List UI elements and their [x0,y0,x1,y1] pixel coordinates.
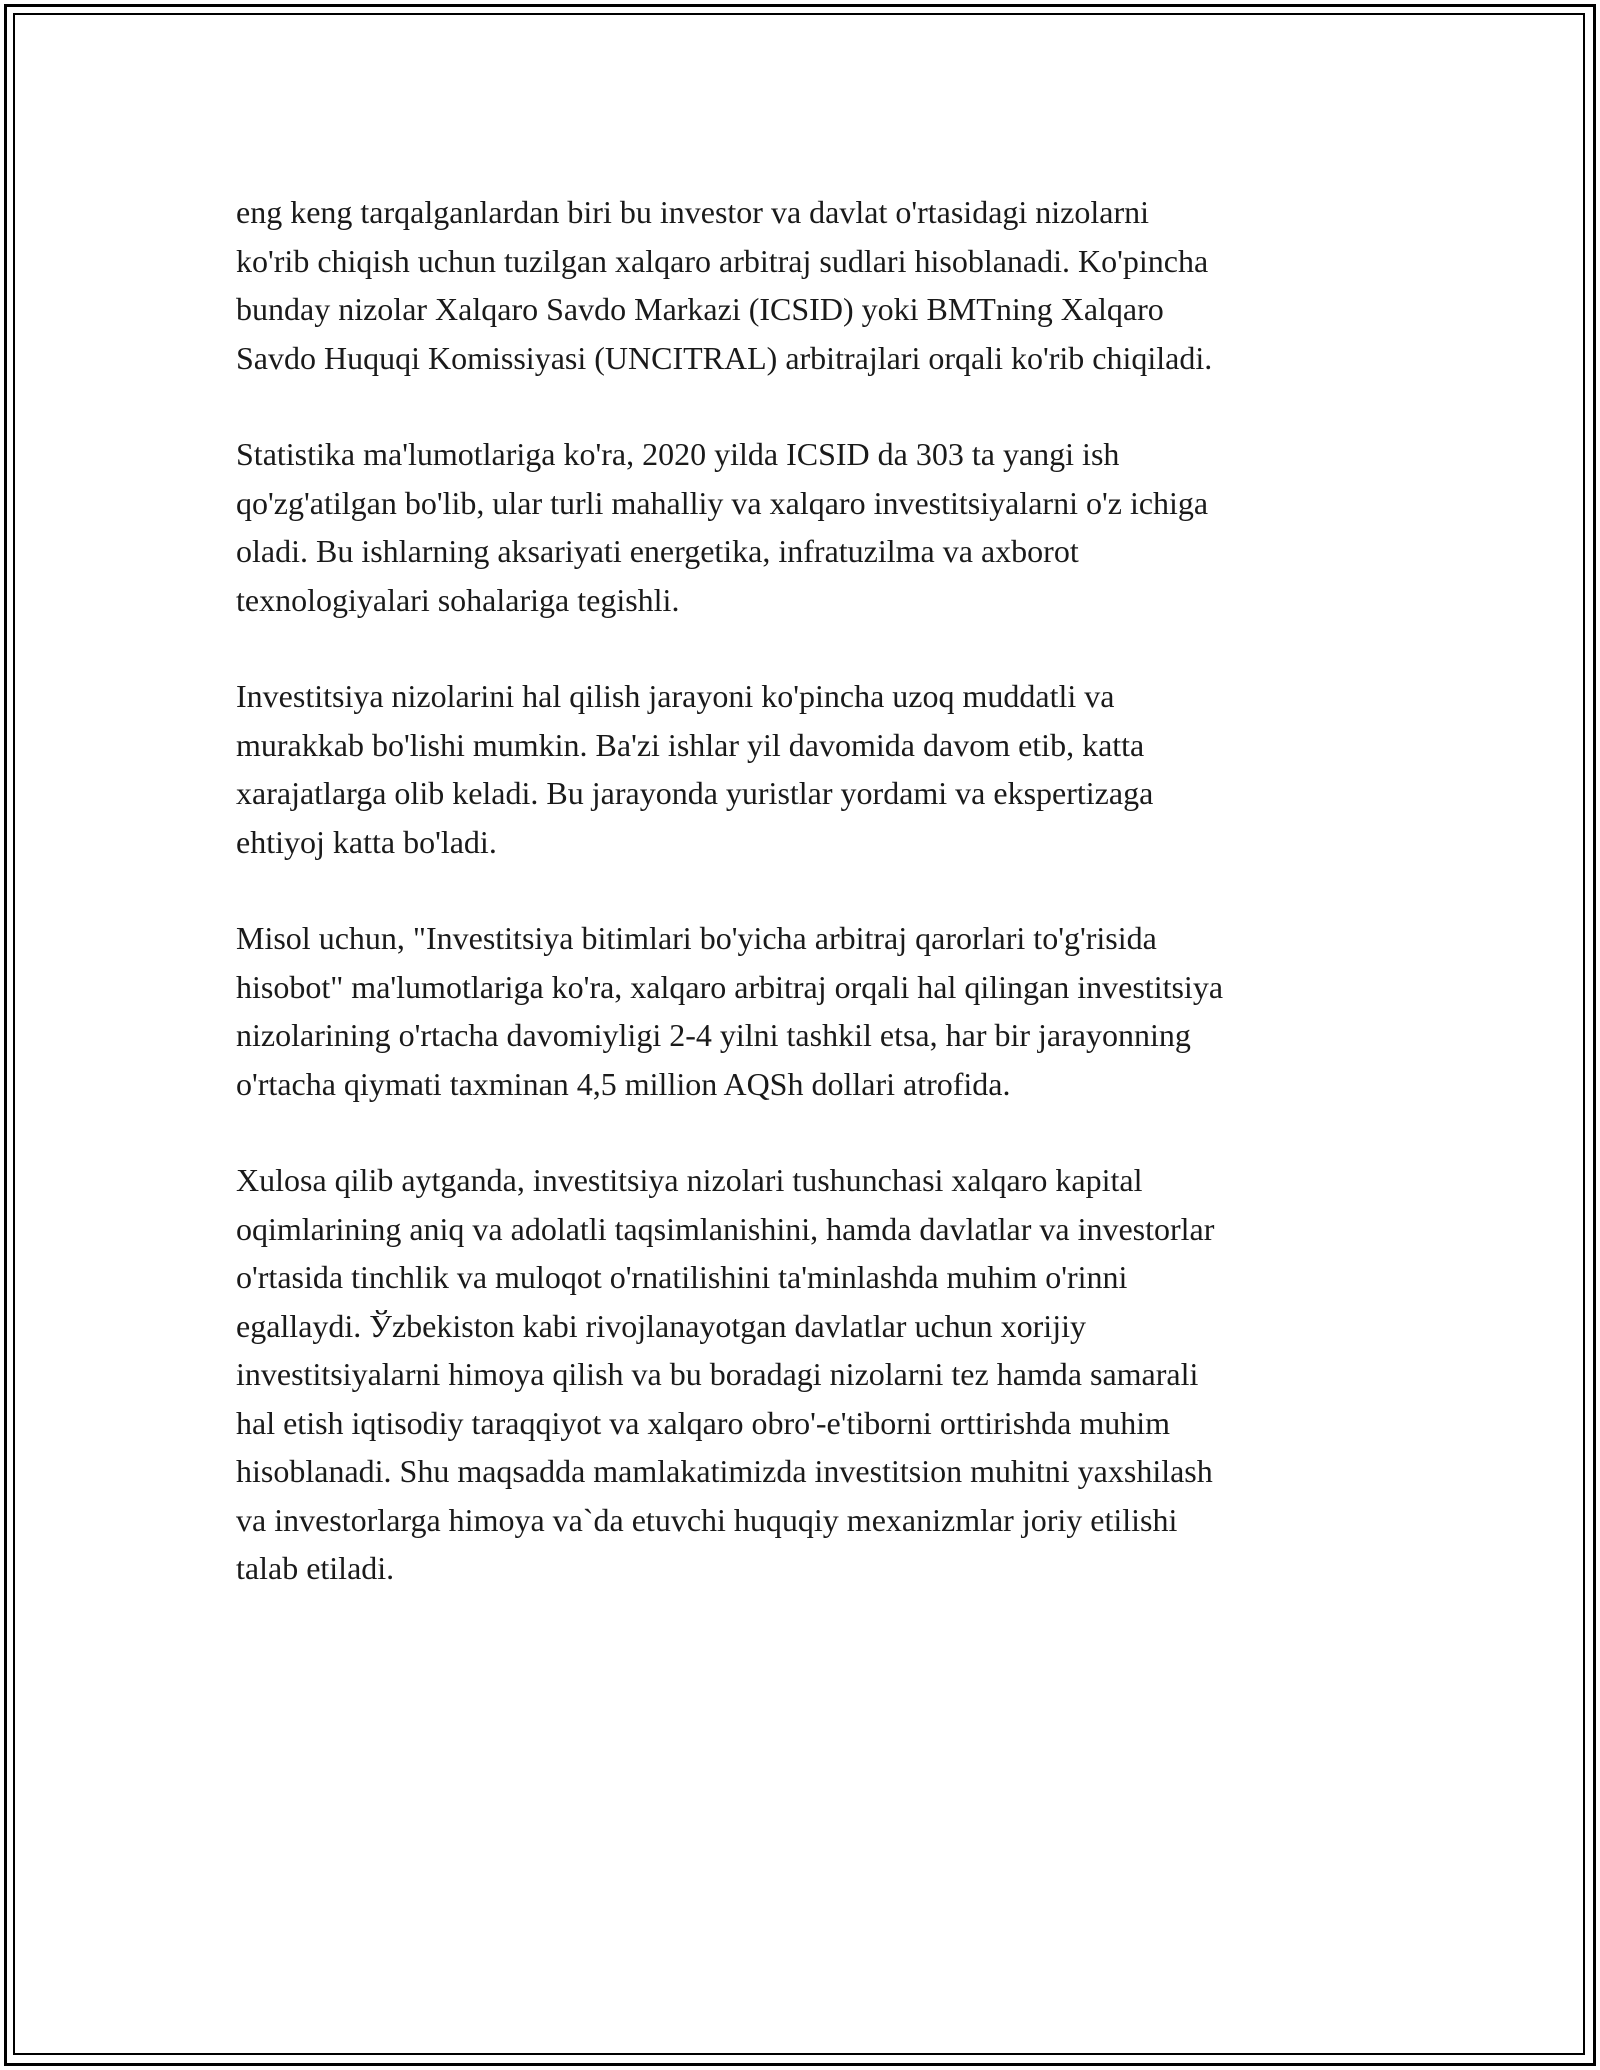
text-line: ko'rib chiqish uchun tuzilgan xalqaro arbitraj sudlari hisoblanadi. Ko'pincha [236,242,1209,279]
text-line: investitsiyalarni himoya qilish va bu boradagi nizolarni tez hamda samarali [236,1356,1199,1392]
text-line: murakkab bo'lishi mumkin. Ba'zi ishlar yil davomida davom etib, katta [236,726,1145,763]
paragraph-3 [236,672,1376,866]
text-line: xarajatlarga olib keladi. Bu jarayonda yuristlar yordami va ekspertizaga [236,775,1154,811]
text-line: nizolarining o'rtacha davomiyligi 2-4 yilni tashkil etsa, har bir jarayonning [236,1017,1191,1053]
text-line: Xulosa qilib aytganda, investitsiya nizolari tushunchasi xalqaro kapital [236,1162,1143,1198]
text-line: o'rtacha qiymati taxminan 4,5 million AQSh dollari atrofida. [236,1065,1011,1102]
text-line: Investitsiya nizolarini hal qilish jarayoni ko'pincha uzoq muddatli va [236,678,1115,714]
text-line: hisoblanadi. Shu maqsadda mamlakatimizda investitsion muhitni yaxshilash [236,1453,1213,1489]
text-line: Savdo Huquqi Komissiyasi (UNCITRAL) arbitrajlari orqali ko'rib chiqiladi. [236,339,1213,376]
document-body [236,188,1376,1641]
text-line: talab etiladi. [236,1550,395,1586]
text-line: qo'zg'atilgan bo'lib, ular turli mahalliy va xalqaro investitsiyalarni o'z ichiga [236,484,1209,521]
text-line: o'rtasida tinchlik va muloqot o'rnatilishini ta'minlashda muhim o'rinni [236,1259,1128,1295]
text-line: ehtiyoj katta bo'ladi. [236,823,497,860]
paragraph-4 [236,914,1376,1108]
text-line: oqimlarining aniq va adolatli taqsimlanishini, hamda davlatlar va investorlar [236,1210,1215,1247]
text-line: oladi. Bu ishlarning aksariyati energetika, infratuzilma va axborot [236,533,1079,569]
paragraph-5 [236,1156,1376,1593]
text-line: Misol uchun, "Investitsiya bitimlari bo'yicha arbitraj qarorlari to'g'risida [236,920,1157,956]
text-line: Statistika ma'lumotlariga ko'ra, 2020 yilda ICSID da 303 ta yangi ish [236,436,1120,472]
text-line: hal etish iqtisodiy taraqqiyot va xalqaro obro'-e'tiborni orttirishda muhim [236,1404,1171,1441]
text-line: egallaydi. Ўzbekiston kabi rivojlanayotgan davlatlar uchun xorijiy [236,1307,1086,1344]
paragraph-1 [236,188,1376,382]
text-line: texnologiyalari sohalariga tegishli. [236,581,680,618]
paragraph-2 [236,430,1376,624]
text-line: bunday nizolar Xalqaro Savdo Markazi (ICSID) yoki BMTning Xalqaro [236,291,1164,327]
text-line: va investorlarga himoya va`da etuvchi huquqiy mexanizmlar joriy etilishi [236,1501,1178,1538]
text-line: hisobot" ma'lumotlariga ko'ra, xalqaro arbitraj orqali hal qilingan investitsiya [236,968,1224,1005]
text-line: eng keng tarqalganlardan biri bu investor va davlat o'rtasidagi nizolarni [236,194,1150,230]
